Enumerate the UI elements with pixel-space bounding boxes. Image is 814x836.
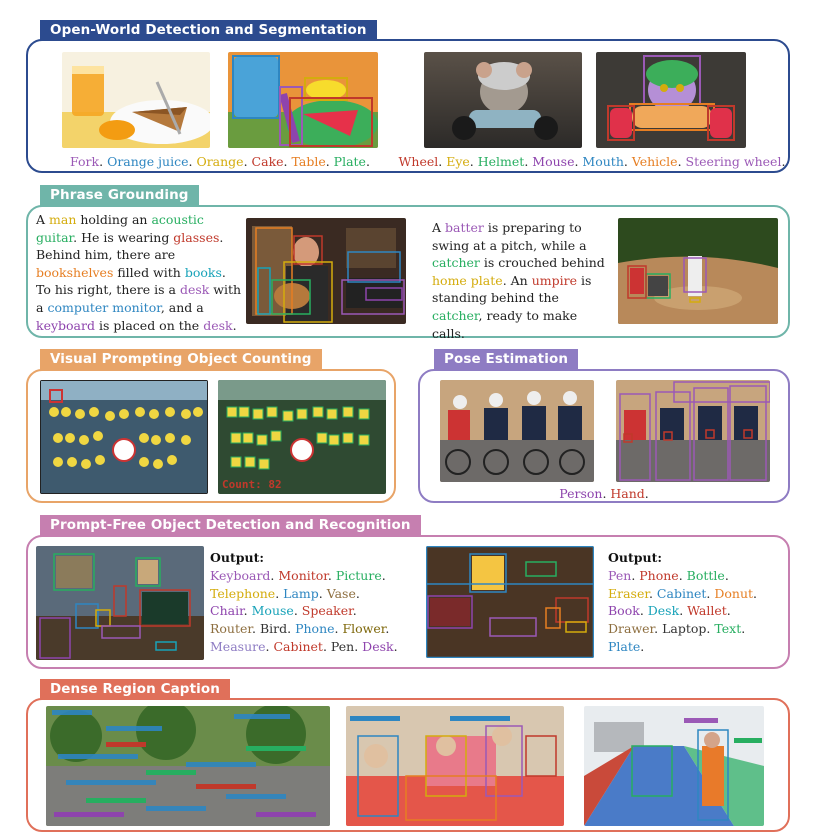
separator: . — [753, 585, 758, 601]
separator: . — [706, 585, 715, 601]
output-list-left — [210, 549, 398, 656]
label-fork: Fork — [70, 154, 100, 169]
separator: . — [243, 603, 252, 619]
caption-pose — [420, 486, 788, 501]
section-title-open-world: Open-World Detection and Segmentation — [40, 20, 377, 41]
label-measure: Measure — [210, 638, 266, 654]
output-line — [210, 620, 398, 638]
label-lamp: Lamp — [283, 585, 319, 601]
phrase-books: books — [184, 264, 222, 280]
label-mouse: Mouse — [532, 154, 575, 169]
text-run: is placed on the — [95, 317, 204, 333]
label-laptop: Laptop — [662, 621, 707, 637]
output-line — [608, 567, 757, 585]
phrase-grounding-text-left — [36, 211, 244, 334]
label-phone: Phone — [639, 567, 679, 583]
label-pen: Pen — [608, 567, 632, 583]
text-run: is preparing to swing at a pitch, while a — [432, 220, 587, 253]
text-run: . To his right, there is a — [36, 264, 226, 298]
label-keyboard: Keyboard — [210, 567, 271, 583]
image-lemons-prompt — [40, 380, 208, 494]
image-mouse-racer — [424, 52, 582, 148]
label-wheel: Wheel — [398, 154, 439, 169]
label-pen: Pen — [330, 638, 355, 654]
label-hand: Hand — [610, 486, 645, 501]
label-speaker: Speaker — [301, 603, 353, 619]
image-desk-objects — [426, 546, 594, 658]
separator: . — [275, 585, 284, 601]
text-run: A — [432, 220, 446, 235]
phrase-umpire: umpire — [531, 272, 577, 288]
label-eraser: Eraser — [608, 585, 649, 601]
label-donut: Donut — [714, 585, 754, 601]
image-office — [36, 546, 204, 660]
phrase-man: man — [49, 212, 77, 227]
separator: . — [724, 567, 729, 583]
image-breakfast — [62, 52, 210, 148]
separator: . — [726, 603, 731, 619]
phrase-batter: batter — [445, 220, 484, 235]
image-baseball — [618, 218, 778, 324]
output-line — [210, 585, 398, 603]
image-cyclists-pose — [616, 380, 770, 482]
output-line — [608, 585, 757, 603]
label-mouse: Mouse — [251, 603, 294, 619]
label-cabinet: Cabinet — [656, 585, 707, 601]
separator: . — [574, 154, 583, 169]
output-line — [608, 638, 757, 656]
separator: . — [243, 154, 252, 169]
caption-open-world-left — [62, 154, 378, 169]
label-desk: Desk — [647, 603, 680, 619]
image-breakfast-segmented — [228, 52, 378, 148]
text-run: is standing behind the — [432, 272, 592, 306]
output-list-right — [608, 549, 757, 656]
count-label: Count: 82 — [222, 478, 282, 491]
label-text: Text — [714, 621, 742, 637]
separator: . — [623, 154, 632, 169]
separator: . — [741, 621, 746, 637]
text-run: with a — [36, 282, 242, 315]
separator: . — [524, 154, 533, 169]
image-mouse-racer-segmented — [596, 52, 746, 148]
image-man-guitar — [246, 218, 406, 324]
image-playground — [346, 706, 564, 826]
separator: . — [654, 621, 663, 637]
phrase-catcher: catcher — [432, 255, 480, 271]
text-run: . — [232, 317, 237, 333]
output-line — [608, 602, 757, 620]
phrase-computer-monitor: computer monitor — [47, 299, 161, 315]
text-run: . An — [502, 272, 532, 288]
label-steering-wheel: Steering wheel — [685, 154, 782, 169]
output-label: Output: — [608, 550, 662, 565]
separator: . — [602, 486, 611, 501]
phrase-desk: desk — [179, 282, 210, 298]
text-run: is crouched behind — [479, 255, 605, 271]
label-orange-juice: Orange juice — [107, 154, 189, 169]
separator: . — [677, 154, 686, 169]
label-plate: Plate — [608, 638, 641, 654]
separator: . — [352, 603, 357, 619]
phrase-acoustic-guitar: acoustic guitar — [36, 212, 204, 245]
separator: . — [393, 638, 398, 654]
text-run: filled with — [113, 264, 185, 280]
separator: . — [99, 154, 108, 169]
separator: . — [265, 638, 274, 654]
separator: . — [325, 154, 334, 169]
phrase-bookshelves: bookshelves — [36, 264, 114, 280]
phrase-glasses: glasses — [173, 229, 220, 245]
phrase-home-plate: home plate — [432, 272, 503, 288]
label-table: Table — [291, 154, 326, 169]
label-bird: Bird — [259, 621, 288, 637]
phrase-desk: desk — [203, 317, 233, 333]
label-router: Router — [210, 621, 253, 637]
output-line — [210, 567, 398, 585]
text-run: . Behind him, there are — [36, 229, 224, 263]
separator: . — [438, 154, 447, 169]
separator: . — [644, 486, 649, 501]
separator: . — [781, 154, 786, 169]
image-cyclists — [440, 380, 594, 482]
label-vehicle: Vehicle — [631, 154, 678, 169]
separator: . — [252, 621, 260, 637]
label-person: Person — [559, 486, 603, 501]
label-drawer: Drawer — [608, 621, 655, 637]
separator: . — [365, 154, 370, 169]
label-flower: Flower — [342, 621, 386, 637]
label-helmet: Helmet — [477, 154, 525, 169]
label-cake: Cake — [251, 154, 284, 169]
separator: . — [706, 621, 715, 637]
label-monitor: Monitor — [278, 567, 328, 583]
label-chair: Chair — [210, 603, 244, 619]
label-book: Book — [608, 603, 640, 619]
separator: . — [270, 567, 279, 583]
output-line — [210, 638, 398, 656]
label-telephone: Telephone — [210, 585, 276, 601]
label-mouth: Mouth — [582, 154, 624, 169]
output-label: Output: — [210, 550, 264, 565]
label-cabinet: Cabinet — [273, 638, 323, 654]
phrase-keyboard: keyboard — [36, 317, 95, 333]
separator: . — [640, 638, 645, 654]
label-vase: Vase — [326, 585, 356, 601]
text-run: . He is wearing — [73, 229, 174, 245]
label-wallet: Wallet — [687, 603, 727, 619]
caption-open-world-right — [396, 154, 788, 169]
separator: . — [334, 621, 343, 637]
separator: . — [322, 638, 331, 654]
section-title-prompt-free: Prompt-Free Object Detection and Recognition — [40, 515, 421, 536]
separator: . — [631, 567, 640, 583]
label-orange: Orange — [196, 154, 244, 169]
section-title-dense-caption: Dense Region Caption — [40, 679, 230, 700]
image-running-track — [584, 706, 764, 826]
label-picture: Picture — [335, 567, 382, 583]
image-street-scene — [46, 706, 330, 826]
image-lemons-counted — [218, 380, 386, 494]
text-run: A — [36, 212, 50, 227]
separator: . — [354, 638, 363, 654]
text-run: , ready to make calls. — [432, 307, 578, 341]
separator: . — [639, 603, 648, 619]
label-eye: Eye — [446, 154, 470, 169]
label-bottle: Bottle — [686, 567, 725, 583]
separator: . — [469, 154, 478, 169]
separator: . — [293, 603, 302, 619]
output-line — [608, 620, 757, 638]
separator: . — [327, 567, 336, 583]
separator: . — [381, 567, 386, 583]
text-run: holding an — [76, 212, 152, 227]
section-title-pose-estimation: Pose Estimation — [434, 349, 578, 370]
separator: . — [318, 585, 327, 601]
label-plate: Plate — [333, 154, 366, 169]
separator: . — [648, 585, 657, 601]
phrase-grounding-text-right — [432, 219, 610, 342]
separator: . — [355, 585, 360, 601]
section-title-visual-prompting: Visual Prompting Object Counting — [40, 349, 322, 370]
separator: . — [678, 567, 687, 583]
separator: . — [385, 621, 390, 637]
output-line — [210, 602, 398, 620]
separator: . — [283, 154, 292, 169]
phrase-catcher: catcher — [432, 307, 479, 323]
separator: . — [287, 621, 296, 637]
text-run: , and a — [160, 299, 204, 315]
label-phone: Phone — [295, 621, 335, 637]
separator: . — [188, 154, 197, 169]
label-desk: Desk — [362, 638, 394, 654]
section-title-phrase-grounding: Phrase Grounding — [40, 185, 199, 206]
separator: . — [679, 603, 688, 619]
